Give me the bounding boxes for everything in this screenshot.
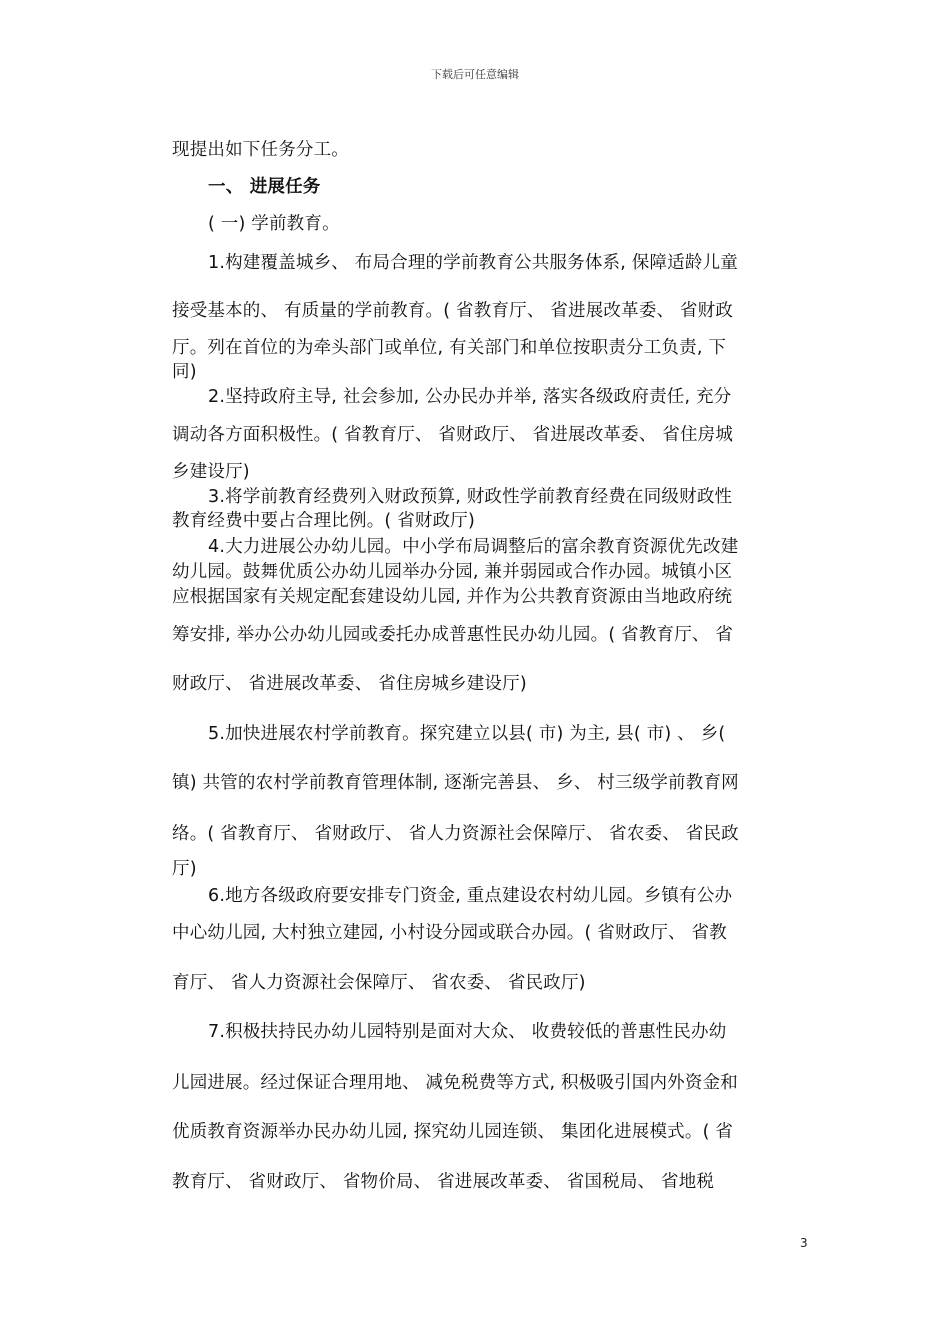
body-line: 接受基本的、 有质量的学前教育。( 省教育厅、 省进展改革委、 省财政 <box>172 301 734 321</box>
body-line: 中心幼儿园, 大村独立建园, 小村设分园或联合办园。( 省财政厅、 省教 <box>172 923 727 943</box>
page-header: 下载后可任意编辑 <box>431 68 519 81</box>
body-line: 教育经费中要占合理比例。( 省财政厅) <box>172 511 476 531</box>
section-heading: 一、 进展任务 <box>208 177 321 197</box>
body-line: 1.构建覆盖城乡、 布局合理的学前教育公共服务体系, 保障适龄儿童 <box>208 253 738 273</box>
body-line: 应根据国家有关规定配套建设幼儿园, 并作为公共教育资源由当地政府统 <box>172 587 733 607</box>
body-line: 3.将学前教育经费列入财政预算, 财政性学前教育经费在同级财政性 <box>208 487 733 507</box>
body-line: 6.地方各级政府要安排专门资金, 重点建设农村幼儿园。乡镇有公办 <box>208 886 733 906</box>
body-line: 幼儿园。鼓舞优质公办幼儿园举办分园, 兼并弱园或合作办园。城镇小区 <box>172 562 733 582</box>
body-line: 同) <box>172 362 197 382</box>
body-line: 优质教育资源举办民办幼儿园, 探究幼儿园连锁、 集团化进展模式。( 省 <box>172 1122 734 1142</box>
body-line: 筹安排, 举办公办幼儿园或委托办成普惠性民办幼儿园。( 省教育厅、 省 <box>172 625 734 645</box>
body-line: 2.坚持政府主导, 社会参加, 公办民办并举, 落实各级政府责任, 充分 <box>208 387 732 407</box>
body-line: 现提出如下任务分工。 <box>172 140 349 160</box>
page-number: 3 <box>800 1236 808 1250</box>
body-line: 儿园进展。经过保证合理用地、 减免税费等方式, 积极吸引国内外资金和 <box>172 1073 738 1093</box>
body-line: 乡建设厅) <box>172 462 250 482</box>
body-line: 厅。列在首位的为牵头部门或单位, 有关部门和单位按职责分工负责, 下 <box>172 338 727 358</box>
body-line: 络。( 省教育厅、 省财政厅、 省人力资源社会保障厅、 省农委、 省民政 <box>172 824 739 844</box>
subsection-heading: ( 一) 学前教育。 <box>208 214 340 234</box>
body-line: 4.大力进展公办幼儿园。中小学布局调整后的富余教育资源优先改建 <box>208 537 739 557</box>
body-line: 财政厅、 省进展改革委、 省住房城乡建设厅) <box>172 674 527 694</box>
body-line: 教育厅、 省财政厅、 省物价局、 省进展改革委、 省国税局、 省地税 <box>172 1172 715 1192</box>
body-line: 5.加快进展农村学前教育。探究建立以县( 市) 为主, 县( 市) 、 乡( <box>208 724 726 744</box>
body-line: 调动各方面积极性。( 省教育厅、 省财政厅、 省进展改革委、 省住房城 <box>172 425 734 445</box>
body-line: 厅) <box>172 859 197 879</box>
body-line: 育厅、 省人力资源社会保障厅、 省农委、 省民政厅) <box>172 973 586 993</box>
body-line: 7.积极扶持民办幼儿园特别是面对大众、 收费较低的普惠性民办幼 <box>208 1022 727 1042</box>
body-line: 镇) 共管的农村学前教育管理体制, 逐渐完善县、 乡、 村三级学前教育网 <box>172 773 739 793</box>
